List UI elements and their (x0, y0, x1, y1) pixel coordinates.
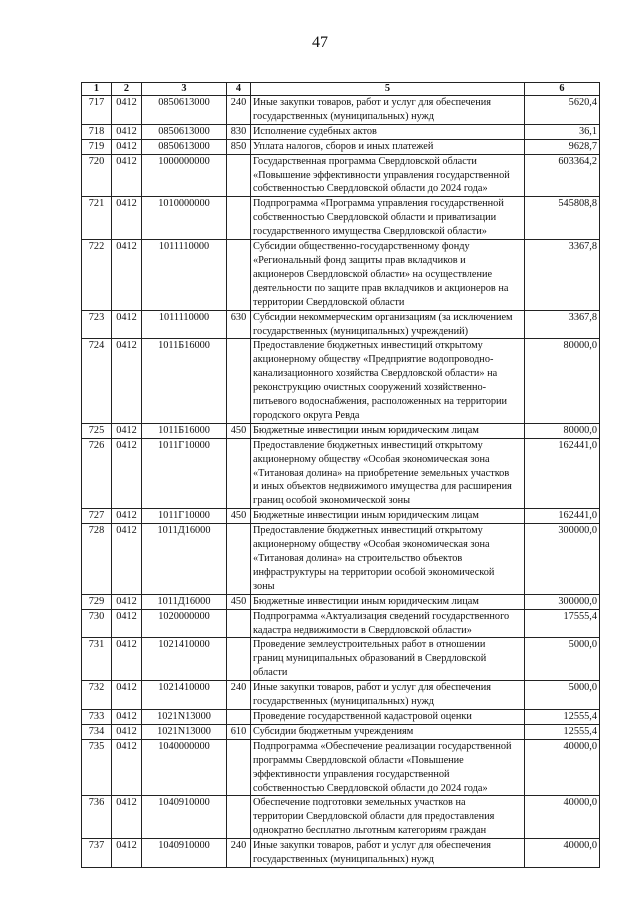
table-row (82, 509, 600, 524)
target-article-code: 1000000000 (142, 154, 227, 197)
amount: 162441,0 (525, 438, 600, 509)
expense-type-code: 830 (227, 124, 251, 139)
amount: 5620,4 (525, 96, 600, 125)
expense-type-code (227, 197, 251, 240)
amount: 80000,0 (525, 339, 600, 423)
row-number: 736 (82, 796, 112, 839)
section-code: 0412 (112, 609, 142, 638)
table-row (82, 609, 600, 638)
table-row (82, 524, 600, 595)
target-article-code: 1021N13000 (142, 724, 227, 739)
header-col-6: 6 (525, 83, 600, 96)
expense-type-code: 610 (227, 724, 251, 739)
row-number: 730 (82, 609, 112, 638)
expense-type-code (227, 438, 251, 509)
section-code: 0412 (112, 240, 142, 311)
amount: 9628,7 (525, 139, 600, 154)
table-row (82, 339, 600, 423)
expense-type-code: 240 (227, 96, 251, 125)
target-article-code: 0850613000 (142, 124, 227, 139)
row-number: 731 (82, 638, 112, 681)
target-article-code: 1011Г10000 (142, 438, 227, 509)
amount: 40000,0 (525, 839, 600, 868)
table-row (82, 124, 600, 139)
table-row (82, 709, 600, 724)
expense-type-code (227, 609, 251, 638)
expense-type-code: 450 (227, 509, 251, 524)
row-number: 724 (82, 339, 112, 423)
target-article-code: 1011Г10000 (142, 509, 227, 524)
expense-type-code: 240 (227, 681, 251, 710)
amount: 17555,4 (525, 609, 600, 638)
section-code: 0412 (112, 339, 142, 423)
item-name: Обеспечение подготовки земельных участков на территории Свердловской области для предоставления однократно бесплатно льготным категориям граждан (251, 796, 525, 839)
section-code: 0412 (112, 197, 142, 240)
item-name: Проведение государственной кадастровой оценки (251, 709, 525, 724)
table-row (82, 197, 600, 240)
item-name: Бюджетные инвестиции иным юридическим лицам (251, 423, 525, 438)
target-article-code: 1011Д16000 (142, 524, 227, 595)
target-article-code: 1011110000 (142, 310, 227, 339)
amount: 5000,0 (525, 638, 600, 681)
item-name: Иные закупки товаров, работ и услуг для обеспечения государственных (муниципальных) нужд (251, 681, 525, 710)
row-number: 734 (82, 724, 112, 739)
item-name: Исполнение судебных актов (251, 124, 525, 139)
row-number: 729 (82, 594, 112, 609)
expense-type-code: 240 (227, 839, 251, 868)
amount: 300000,0 (525, 524, 600, 595)
target-article-code: 1021N13000 (142, 709, 227, 724)
item-name: Уплата налогов, сборов и иных платежей (251, 139, 525, 154)
table-row (82, 724, 600, 739)
row-number: 726 (82, 438, 112, 509)
section-code: 0412 (112, 438, 142, 509)
item-name: Подпрограмма «Актуализация сведений государственного кадастра недвижимости в Свердловской области» (251, 609, 525, 638)
item-name: Субсидии общественно-государственному фонду «Региональный фонд защиты прав вкладчиков и акционеров Свердловской области» на осуществление деятельности по защите прав вкладчиков и акционеров на территории Свердловской области (251, 240, 525, 311)
table-row (82, 154, 600, 197)
row-number: 735 (82, 739, 112, 796)
target-article-code: 1020000000 (142, 609, 227, 638)
section-code: 0412 (112, 154, 142, 197)
header-col-1: 1 (82, 83, 112, 96)
target-article-code: 1011Б16000 (142, 339, 227, 423)
expense-type-code: 850 (227, 139, 251, 154)
row-number: 722 (82, 240, 112, 311)
table-row (82, 139, 600, 154)
expense-type-code: 450 (227, 594, 251, 609)
item-name: Бюджетные инвестиции иным юридическим лицам (251, 509, 525, 524)
table-row (82, 681, 600, 710)
target-article-code: 1021410000 (142, 681, 227, 710)
expense-type-code (227, 339, 251, 423)
expense-type-code: 630 (227, 310, 251, 339)
item-name: Подпрограмма «Программа управления государственной собственностью Свердловской области и приватизации государственного имущества Свердловской области» (251, 197, 525, 240)
item-name: Субсидии некоммерческим организациям (за исключением государственных (муниципальных) учреждений) (251, 310, 525, 339)
item-name: Иные закупки товаров, работ и услуг для обеспечения государственных (муниципальных) нужд (251, 96, 525, 125)
section-code: 0412 (112, 724, 142, 739)
row-number: 732 (82, 681, 112, 710)
row-number: 733 (82, 709, 112, 724)
table-row (82, 423, 600, 438)
section-code: 0412 (112, 709, 142, 724)
amount: 5000,0 (525, 681, 600, 710)
row-number: 721 (82, 197, 112, 240)
item-name: Подпрограмма «Обеспечение реализации государственной программы Свердловской области «Повышение эффективности управления государственной собственностью Свердловской области до 2024 года» (251, 739, 525, 796)
expense-type-code (227, 240, 251, 311)
table-row (82, 796, 600, 839)
row-number: 725 (82, 423, 112, 438)
target-article-code: 1040910000 (142, 796, 227, 839)
amount: 40000,0 (525, 739, 600, 796)
row-number: 719 (82, 139, 112, 154)
table-row (82, 96, 600, 125)
page-number: 47 (312, 34, 328, 51)
header-col-5: 5 (251, 83, 525, 96)
expense-type-code (227, 796, 251, 839)
section-code: 0412 (112, 423, 142, 438)
amount: 3367,8 (525, 240, 600, 311)
row-number: 720 (82, 154, 112, 197)
amount: 80000,0 (525, 423, 600, 438)
item-name: Проведение землеустроительных работ в отношении границ муниципальных образований в Свердловской области (251, 638, 525, 681)
section-code: 0412 (112, 509, 142, 524)
header-col-3: 3 (142, 83, 227, 96)
row-number: 723 (82, 310, 112, 339)
section-code: 0412 (112, 739, 142, 796)
expense-type-code (227, 709, 251, 724)
row-number: 737 (82, 839, 112, 868)
expense-type-code (227, 638, 251, 681)
section-code: 0412 (112, 139, 142, 154)
target-article-code: 1021410000 (142, 638, 227, 681)
expense-type-code: 450 (227, 423, 251, 438)
target-article-code: 1011Д16000 (142, 594, 227, 609)
target-article-code: 0850613000 (142, 139, 227, 154)
item-name: Бюджетные инвестиции иным юридическим лицам (251, 594, 525, 609)
row-number: 717 (82, 96, 112, 125)
target-article-code: 1040910000 (142, 839, 227, 868)
amount: 300000,0 (525, 594, 600, 609)
header-col-4: 4 (227, 83, 251, 96)
table-row (82, 310, 600, 339)
target-article-code: 0850613000 (142, 96, 227, 125)
table-row (82, 240, 600, 311)
table-header-row (82, 83, 600, 96)
expense-type-code (227, 524, 251, 595)
amount: 40000,0 (525, 796, 600, 839)
expense-type-code (227, 739, 251, 796)
row-number: 727 (82, 509, 112, 524)
amount: 3367,8 (525, 310, 600, 339)
section-code: 0412 (112, 681, 142, 710)
target-article-code: 1011Б16000 (142, 423, 227, 438)
item-name: Субсидии бюджетным учреждениям (251, 724, 525, 739)
section-code: 0412 (112, 96, 142, 125)
table-body (82, 96, 600, 868)
budget-table (81, 82, 600, 868)
table-row (82, 638, 600, 681)
section-code: 0412 (112, 524, 142, 595)
amount: 36,1 (525, 124, 600, 139)
section-code: 0412 (112, 638, 142, 681)
row-number: 718 (82, 124, 112, 139)
section-code: 0412 (112, 594, 142, 609)
amount: 545808,8 (525, 197, 600, 240)
target-article-code: 1010000000 (142, 197, 227, 240)
table-row (82, 438, 600, 509)
item-name: Предоставление бюджетных инвестиций открытому акционерному обществу «Предприятие водопроводно- канализационного хозяйства Свердловской области» на реконструкцию очистных сооружений хозяйственно- питьевого водоснабжения, расположенных на территории городского округа Ревда (251, 339, 525, 423)
table-row (82, 594, 600, 609)
row-number: 728 (82, 524, 112, 595)
section-code: 0412 (112, 124, 142, 139)
item-name: Иные закупки товаров, работ и услуг для обеспечения государственных (муниципальных) нужд (251, 839, 525, 868)
expense-type-code (227, 154, 251, 197)
item-name: Предоставление бюджетных инвестиций открытому акционерному обществу «Особая экономическая зона «Титановая долина» на приобретение земельных участков и иных объектов недвижимого имущества для расширения границ особой экономической зоны (251, 438, 525, 509)
amount: 603364,2 (525, 154, 600, 197)
section-code: 0412 (112, 796, 142, 839)
item-name: Государственная программа Свердловской области «Повышение эффективности управления государственной собственностью Свердловской области до 2024 года» (251, 154, 525, 197)
item-name: Предоставление бюджетных инвестиций открытому акционерному обществу «Особая экономическая зона «Титановая долина» на строительство объектов инфраструктуры на территории особой экономической зоны (251, 524, 525, 595)
amount: 162441,0 (525, 509, 600, 524)
section-code: 0412 (112, 310, 142, 339)
target-article-code: 1011110000 (142, 240, 227, 311)
amount: 12555,4 (525, 724, 600, 739)
amount: 12555,4 (525, 709, 600, 724)
section-code: 0412 (112, 839, 142, 868)
target-article-code: 1040000000 (142, 739, 227, 796)
header-col-2: 2 (112, 83, 142, 96)
table-row (82, 839, 600, 868)
table-row (82, 739, 600, 796)
